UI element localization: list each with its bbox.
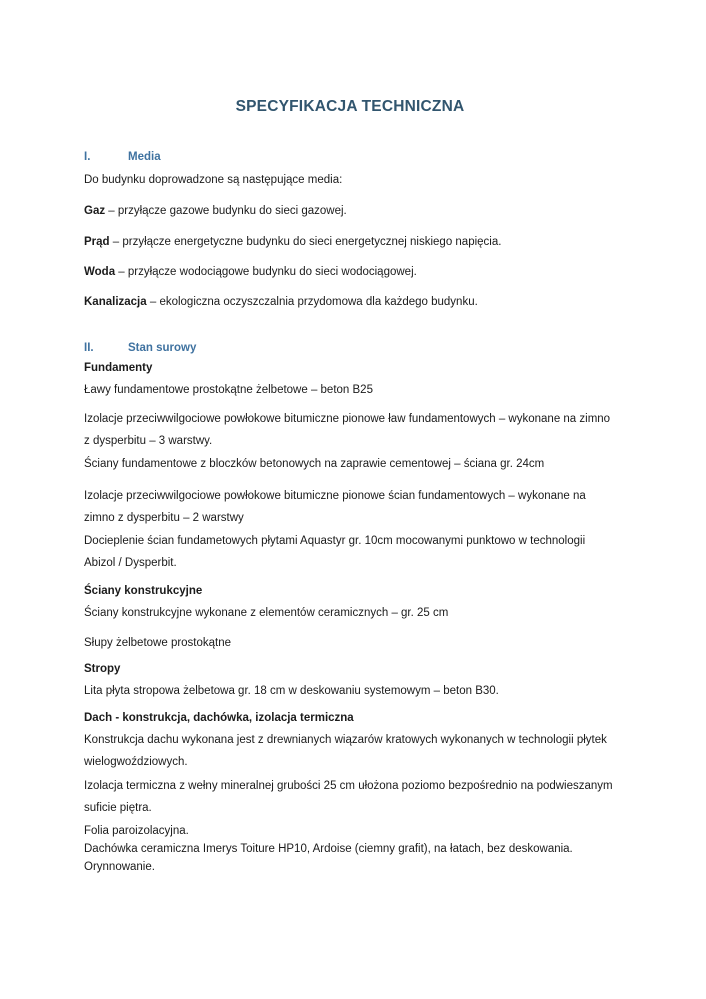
subsection-heading-dach: Dach - konstrukcja, dachówka, izolacja termiczna [84, 712, 354, 724]
section-heading-stan-surowy [84, 342, 616, 354]
section-heading-media [84, 151, 616, 163]
dach-paragraph-2: Izolacja termiczna z wełny mineralnej grubości 25 cm ułożona poziomo bezpośrednio na podwieszanym suficie piętra. [84, 780, 613, 814]
section-numeral: I. [84, 151, 91, 163]
subsection-heading-fundamenty: Fundamenty [84, 362, 153, 374]
dach-paragraph-1: Konstrukcja dachu wykonana jest z drewnianych wiązarów kratowych wykonanych w technologii płytek wielogwoździowych. [84, 734, 607, 768]
media-item-water-text: – przyłącze wodociągowe budynku do sieci wodociągowej. [115, 266, 417, 278]
fundamenty-paragraph-2: Izolacje przeciwwilgociowe powłokowe bitumiczne pionowe ław fundamentowych – wykonane na zimno z dysperbitu – 3 warstwy. [84, 413, 611, 447]
media-item-water-term: Woda [84, 266, 116, 278]
media-item-power-text: – przyłącze energetyczne budynku do sieci energetycznej niskiego napięcia. [109, 236, 502, 248]
fundamenty-paragraph-4: Izolacje przeciwwilgociowe powłokowe bitumiczne pionowe ścian fundamentowych – wykonane na zimno z dysperbitu – 2 warstwy [84, 490, 586, 524]
media-item-sewage [84, 292, 616, 314]
media-item-water [84, 262, 616, 284]
sciany-paragraph-1: Ściany konstrukcyjne wykonane z elementów ceramicznych – gr. 25 cm [84, 607, 449, 619]
subsection-heading-sciany-konstrukcyjne: Ściany konstrukcyjne [84, 585, 203, 597]
dach-paragraph-4: Dachówka ceramiczna Imerys Toiture HP10, Ardoise (ciemny grafit), na łatach, bez deskowania. [84, 843, 573, 855]
media-item-gas-text: – przyłącze gazowe budynku do sieci gazowej. [105, 205, 347, 217]
fundamenty-paragraph-5: Docieplenie ścian fundametowych płytami Aquastyr gr. 10cm mocowanymi punktowo w technologii Abizol / Dysperbit. [84, 535, 586, 569]
media-item-gas-term: Gaz [84, 205, 106, 217]
subsection-heading-stropy: Stropy [84, 663, 121, 675]
stropy-paragraph-1: Lita płyta stropowa żelbetowa gr. 18 cm w deskowaniu systemowym – beton B30. [84, 685, 499, 697]
fundamenty-paragraph-1: Ławy fundamentowe prostokątne żelbetowe – beton B25 [84, 384, 373, 396]
media-item-power [84, 232, 616, 254]
fundamenty-paragraph-3: Ściany fundamentowe z bloczków betonowych na zaprawie cementowej – ściana gr. 24cm [84, 458, 545, 470]
media-item-gas [84, 201, 616, 223]
dach-paragraph-5: Orynnowanie. [84, 861, 155, 873]
section-title: Media [128, 151, 161, 163]
media-intro-paragraph: Do budynku doprowadzone są następujące media: [84, 174, 343, 186]
media-item-power-term: Prąd [84, 236, 110, 248]
media-item-sewage-term: Kanalizacja [84, 296, 147, 308]
section-title: Stan surowy [128, 342, 197, 354]
sciany-paragraph-2: Słupy żelbetowe prostokątne [84, 637, 232, 649]
page-title: SPECYFIKACJA TECHNICZNA [235, 98, 465, 115]
media-item-sewage-text: – ekologiczna oczyszczalnia przydomowa dla każdego budynku. [146, 296, 478, 308]
section-numeral: II. [84, 342, 94, 354]
dach-paragraph-3: Folia paroizolacyjna. [84, 825, 189, 837]
